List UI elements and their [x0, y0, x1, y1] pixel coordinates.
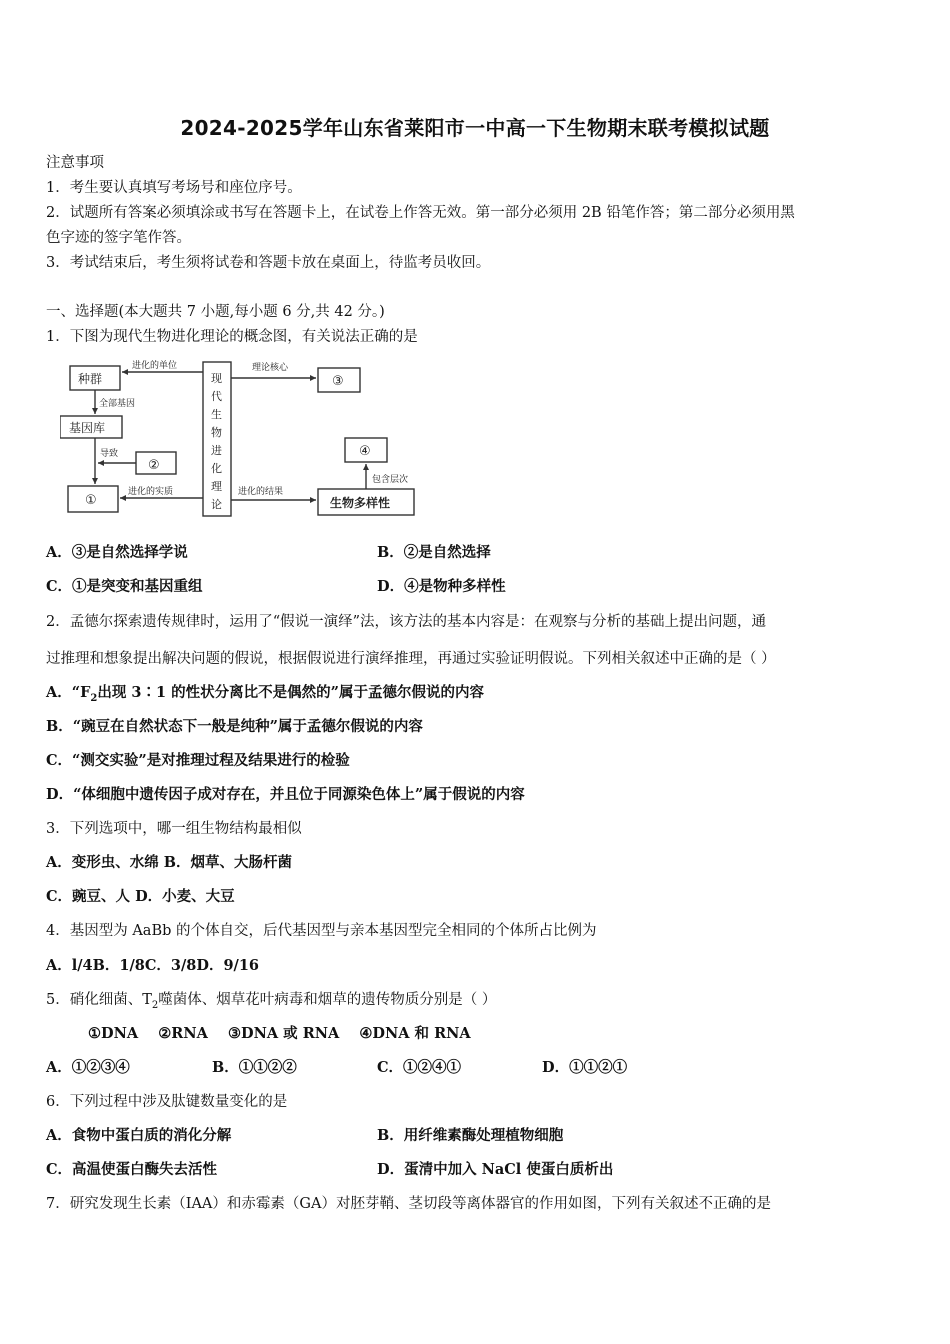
- diagram-all-genes: 全部基因: [99, 399, 136, 409]
- diagram-result: 进化的结果: [238, 487, 284, 497]
- diagram-center-1: 代: [211, 390, 222, 403]
- diagram-circle2: ②: [148, 458, 160, 473]
- diagram-center-5: 化: [211, 462, 222, 475]
- notice-item-3: 3．考试结束后，考生须将试卷和答题卡放在桌面上，待监考员收回。: [46, 255, 491, 271]
- q2-stem-line2: 过推理和想象提出解决问题的假说，根据假说进行演绎推理，再通过实验证明假说。下列相关叙述中正确的是（ ）: [46, 651, 776, 667]
- q7-stem: 7．研究发现生长素（IAA）和赤霉素（GA）对胚芽鞘、茎切段等离体器官的作用如图，下列有关叙述不正确的是: [46, 1196, 771, 1212]
- page-title: 2024-2025学年山东省莱阳市一中高一下生物期末联考模拟试题: [180, 116, 770, 140]
- notice-heading: 注意事项: [46, 155, 104, 171]
- q6-stem: 6．下列过程中涉及肽键数量变化的是: [46, 1094, 288, 1110]
- notice-item-2: 2．试题所有答案必须填涂或书写在答题卡上，在试卷上作答无效。第一部分必须用 2B 铅笔作答；第二部分必须用黑: [46, 205, 795, 221]
- notice-item-1: 1．考生要认真填写考场号和座位序号。: [46, 180, 302, 196]
- q4-stem: 4．基因型为 AaBb 的个体自交，后代基因型与亲本基因型完全相同的个体所占比例为: [46, 923, 597, 939]
- q5-option-b: B．①①②②: [212, 1059, 297, 1076]
- q5-option-c: C．①②④①: [377, 1059, 462, 1076]
- q6-option-a: A．食物中蛋白质的消化分解: [46, 1127, 232, 1144]
- q5-option-d: D．①①②①: [542, 1059, 628, 1076]
- diagram-gene-pool: 基因库: [69, 421, 106, 435]
- q2-option-d: D．“体细胞中遗传因子成对存在，并且位于同源染色体上”属于假说的内容: [46, 786, 525, 803]
- diagram-center-0: 现: [211, 372, 222, 385]
- q5-choices: ①DNA ②RNA ③DNA 或 RNA ④DNA 和 RNA: [88, 1025, 471, 1042]
- diagram-levels: 包含层次: [372, 475, 409, 485]
- diagram-circle3: ③: [332, 374, 344, 389]
- diagram-diversity: 生物多样性: [330, 496, 391, 510]
- q5-stem: 5．硝化细菌、$T_2$噬菌体、烟草花叶病毒和烟草的遗传物质分别是（ ）: [46, 992, 497, 1011]
- diagram-unit: 进化的单位: [132, 361, 178, 371]
- notice-item-2-cont: 色字迹的签字笔作答。: [46, 230, 191, 246]
- q2-option-a: A．“$F_2$出现 3∶1 的性状分离比不是偶然的”属于孟德尔假说的内容: [46, 684, 484, 704]
- q2-option-c: C．“测交实验”是对推理过程及结果进行的检验: [46, 752, 350, 769]
- diagram-center-3: 物: [211, 426, 222, 439]
- q6-option-c: C．高温使蛋白酶失去活性: [46, 1161, 218, 1178]
- q1-option-c: C．①是突变和基因重组: [46, 578, 203, 595]
- diagram-essence: 进化的实质: [128, 487, 174, 497]
- q1-option-d: D．④是物种多样性: [377, 578, 506, 595]
- diagram-circle4: ④: [359, 444, 371, 459]
- q6-option-d: D．蛋清中加入 NaCl 使蛋白质析出: [377, 1161, 614, 1178]
- diagram-population: 种群: [78, 372, 103, 386]
- q6-option-b: B．用纤维素酶处理植物细胞: [377, 1127, 564, 1144]
- section-heading: 一、选择题(本大题共 7 小题,每小题 6 分,共 42 分。): [46, 304, 385, 320]
- diagram-leads-to: 导致: [100, 449, 119, 459]
- diagram-center-6: 理: [211, 480, 222, 493]
- q2-stem-line1: 2．孟德尔探索遗传规律时，运用了“假说一演绎”法，该方法的基本内容是：在观察与分析的基础上提出问题，通: [46, 614, 767, 630]
- q3-options-ab: A．变形虫、水绵 B．烟草、大肠杆菌: [46, 854, 293, 871]
- q5-option-a: A．①②③④: [46, 1059, 130, 1076]
- q3-options-cd: C．豌豆、人 D．小麦、大豆: [46, 888, 235, 905]
- diagram-center-7: 论: [211, 498, 222, 511]
- diagram-circle1: ①: [85, 493, 97, 508]
- q3-stem: 3．下列选项中，哪一组生物结构最相似: [46, 821, 302, 837]
- evolution-concept-diagram: [60, 356, 430, 524]
- q1-option-a: A．③是自然选择学说: [46, 544, 188, 561]
- q1-stem: 1．下图为现代生物进化理论的概念图，有关说法正确的是: [46, 329, 418, 345]
- q4-options: A．l/4B．1/8C．3/8D．9/16: [46, 957, 260, 974]
- q2-option-b: B．“豌豆在自然状态下一般是纯种”属于孟德尔假说的内容: [46, 718, 423, 735]
- diagram-core: 理论核心: [252, 363, 289, 373]
- diagram-center-4: 进: [211, 444, 222, 457]
- diagram-center-2: 生: [211, 408, 222, 421]
- q1-option-b: B．②是自然选择: [377, 544, 491, 561]
